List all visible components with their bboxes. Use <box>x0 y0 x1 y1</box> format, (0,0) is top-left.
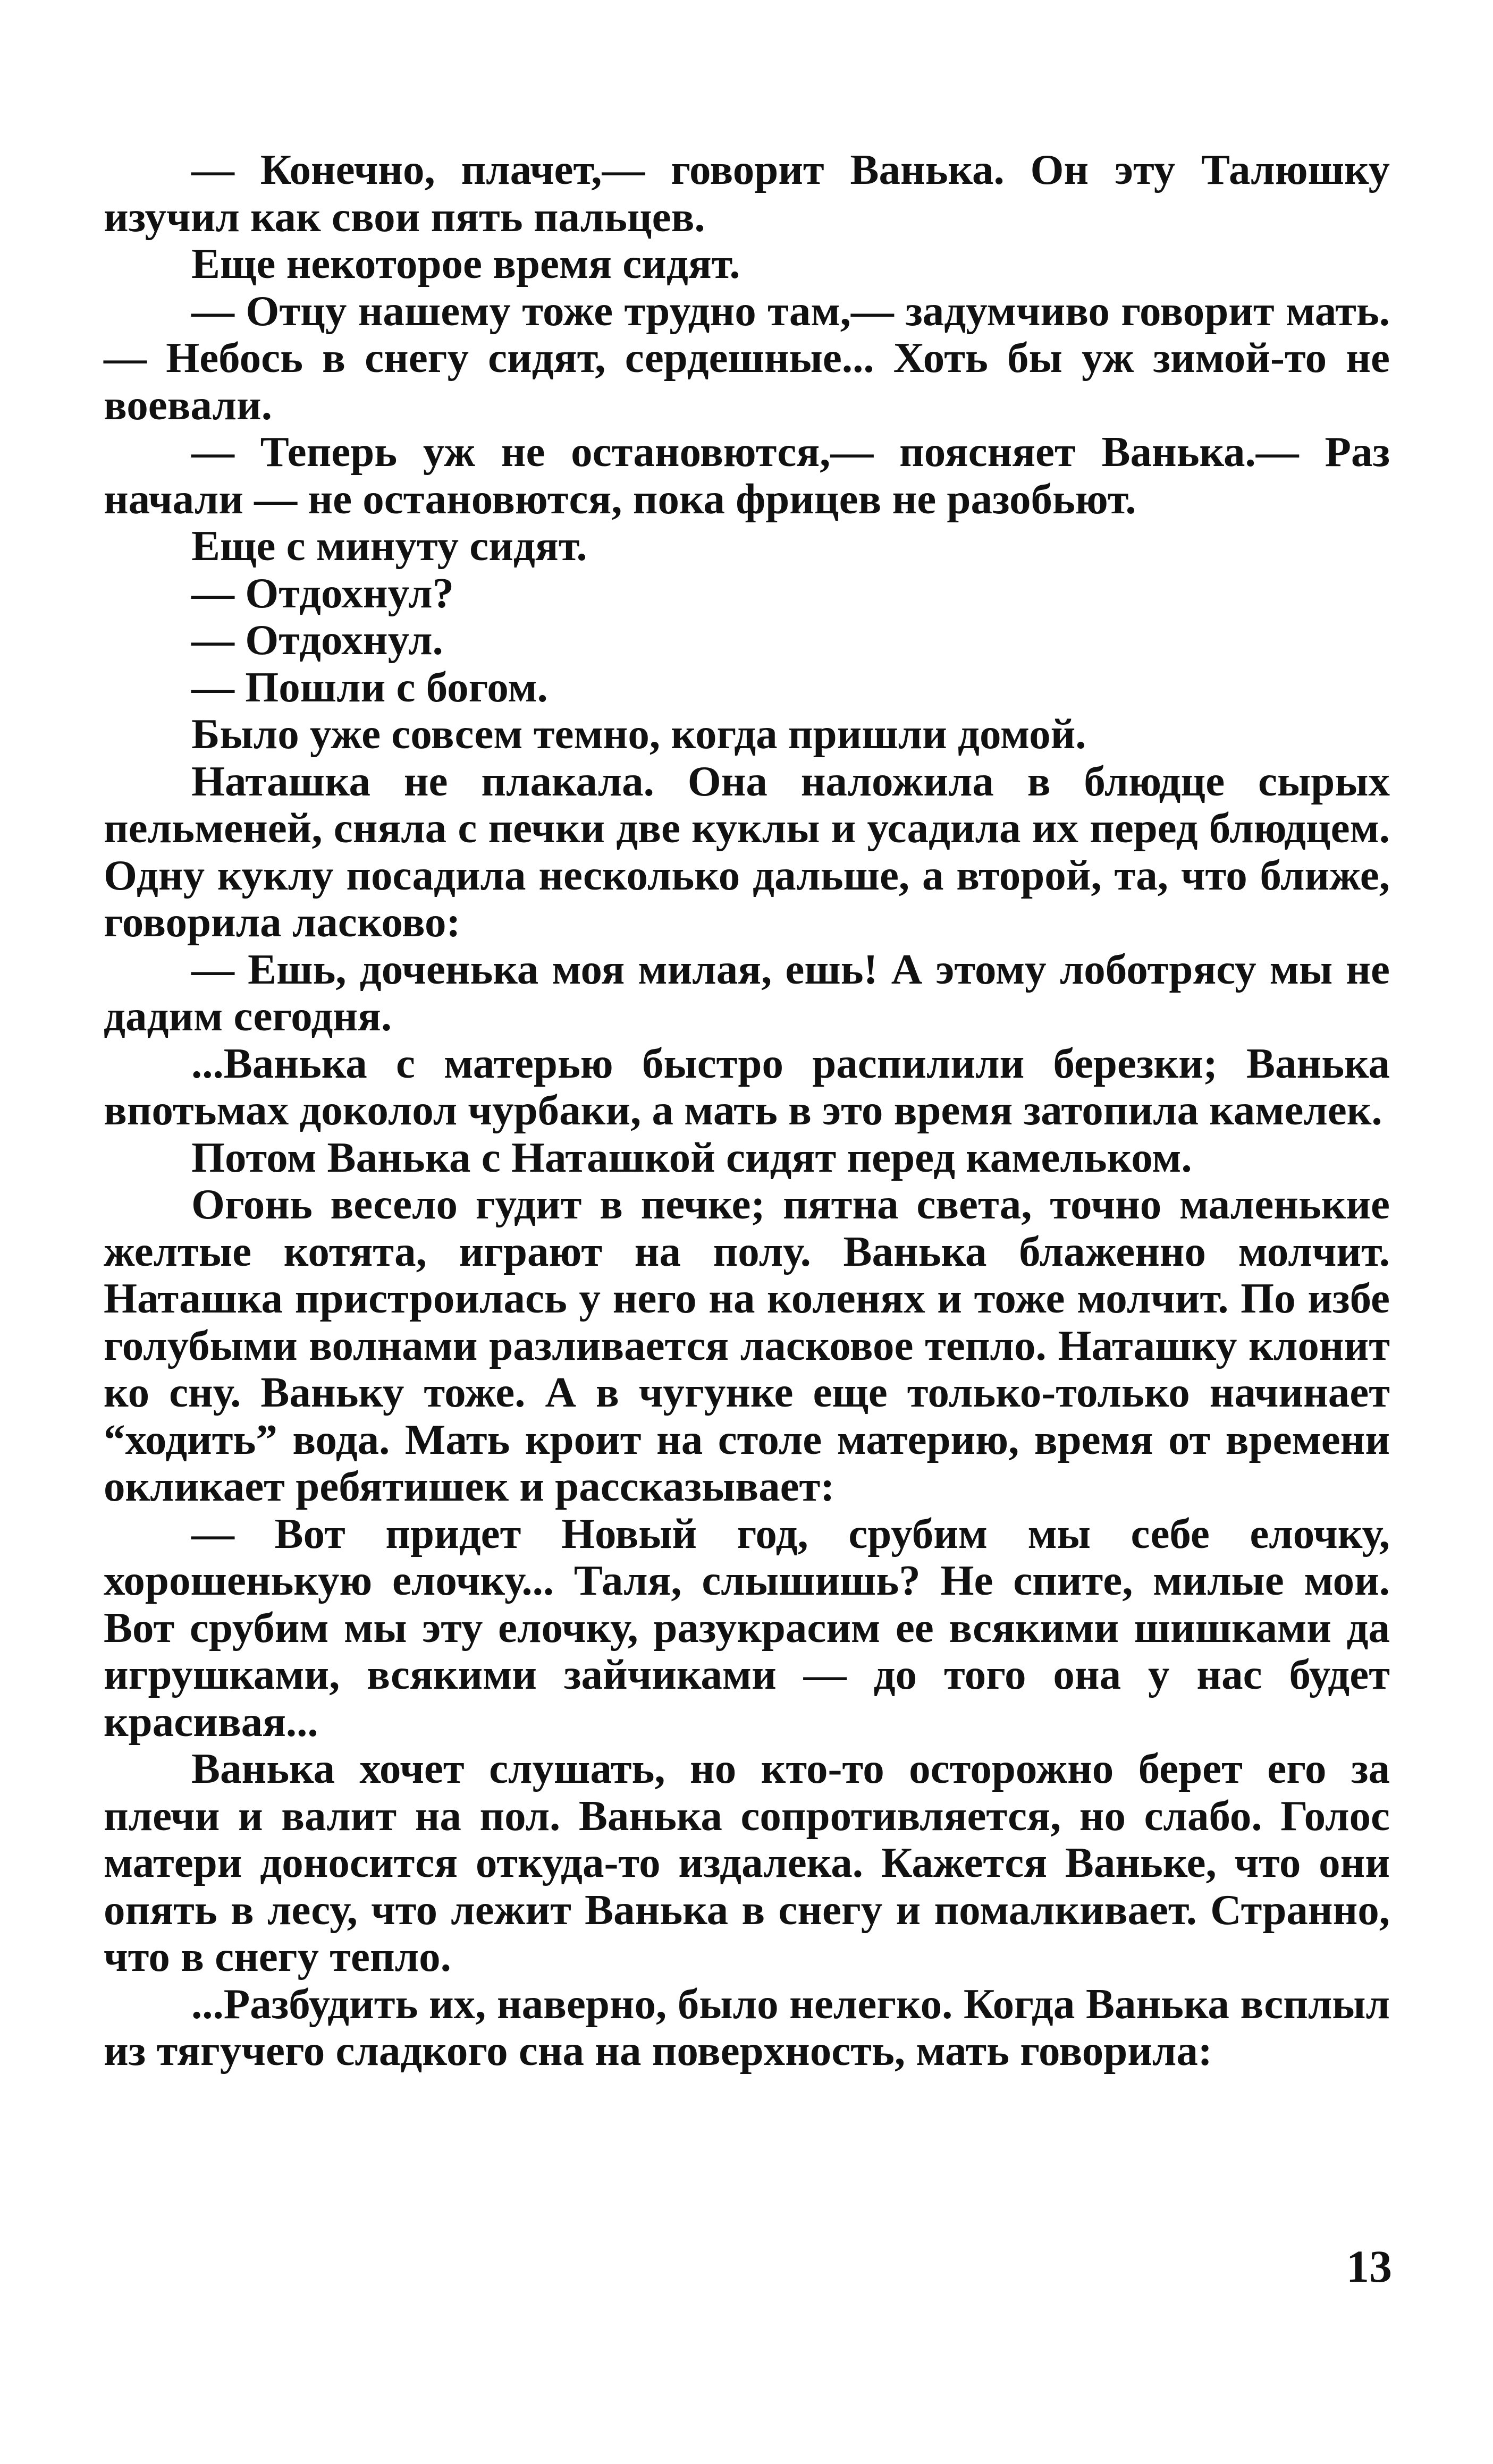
paragraph-1: — Конечно, плачет,— говорит Ванька. Он эту Талюшку изучил как свои пять пальцев. <box>104 146 1390 241</box>
paragraph-10: Наташка не плакала. Она наложила в блюдце сырых пельменей, сняла с печки две куклы и усадила их перед блюдцем. Одну куклу посадила несколько дальше, а второй, та, что ближе, говорила ласково: <box>104 757 1390 946</box>
paragraph-7: — Отдохнул. <box>191 616 443 664</box>
page-number: 13 <box>1346 2241 1392 2292</box>
paragraph-5: Еще с минуту сидят. <box>191 522 587 570</box>
paragraph-16: Ванька хочет слушать, но кто-то осторожно берет его за плечи и валит на пол. Ванька сопротивляется, но слабо. Голос матери доносится откуда-то издалека. Кажется Ваньке, что они опять в лесу, что лежит Ванька в снегу и помалкивает. Странно, что в снегу тепло. <box>104 1745 1390 1980</box>
paragraph-6: — Отдохнул? <box>191 569 454 617</box>
paragraph-15: — Вот придет Новый год, срубим мы себе елочку, хорошенькую елочку... Таля, слышишь? Не спите, милые мои. Вот срубим мы эту елочку, разукрасим ее всякими шишками да игрушками, всякими зайчиками — до того она у нас будет красивая... <box>104 1509 1390 1746</box>
paragraph-14: Огонь весело гудит в печке; пятна света, точно маленькие желтые котята, играют на полу. Ванька блаженно молчит. Наташка пристроилась у него на коленях и тоже молчит. По избе голубыми волнами разливается ласковое тепло. Наташку клонит ко сну. Ваньку тоже. А в чугунке еще только-только начинает “ходить” вода. Мать кроит на столе материю, время от времени окликает ребятишек и рассказывает: <box>104 1180 1390 1510</box>
paragraph-13: Потом Ванька с Наташкой сидят перед камельком. <box>191 1133 1192 1181</box>
paragraph-12: ...Ванька с матерью быстро распилили березки; Ванька впотьмах доколол чурбаки, а мать в это время затопила камелек. <box>104 1039 1390 1134</box>
paragraph-8: — Пошли с богом. <box>191 663 548 711</box>
paragraph-11: — Ешь, доченька моя милая, ешь! А этому лоботрясу мы не дадим сегодня. <box>104 945 1390 1040</box>
paragraph-9: Было уже совсем темно, когда пришли домой. <box>191 710 1086 758</box>
paragraph-17: ...Разбудить их, наверно, было нелегко. Когда Ванька всплыл из тягучего сладкого сна на поверхность, мать говорила: <box>104 1979 1390 2074</box>
paragraph-2: Еще некоторое время сидят. <box>191 240 740 287</box>
paragraph-3: — Отцу нашему тоже трудно там,— задумчиво говорит мать.— Небось в снегу сидят, сердешные... Хоть бы уж зимой-то не воевали. <box>104 286 1390 429</box>
paragraph-4: — Теперь уж не остановются,— поясняет Ванька.— Раз начали — не остановются, пока фрицев не разобьют. <box>104 428 1390 523</box>
page-text <box>104 146 1390 2074</box>
